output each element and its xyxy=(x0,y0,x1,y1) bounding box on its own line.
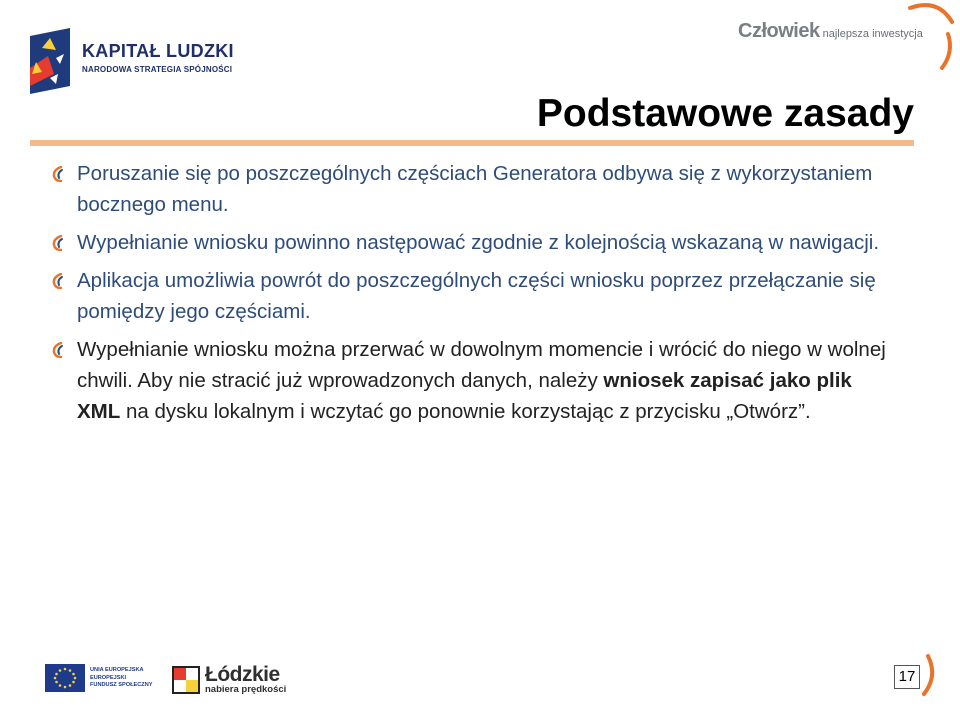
kapital-ludzki-emblem-icon xyxy=(30,28,74,94)
bullet-item xyxy=(45,227,895,258)
decorative-arc-icon xyxy=(880,0,960,80)
page-number: 17 xyxy=(894,665,920,689)
bullet-list xyxy=(45,158,895,434)
bullet-text: Poruszanie się po poszczególnych częściach Generatora odbywa się z wykorzystaniem bocznego menu. xyxy=(77,162,873,216)
slide-title: Podstawowe zasady xyxy=(536,92,914,135)
kapital-ludzki-logo xyxy=(30,28,234,94)
czlowiek-logo-main: Człowiek xyxy=(738,20,820,42)
lodzkie-logo xyxy=(172,662,292,696)
eu-logo xyxy=(45,664,153,694)
bullet-text-part1: Wypełnianie wniosku można przerwać w dowolnym momencie i wrócić do niego w wolnej chwili. Aby nie stracić już wprowadzonych danych, należy xyxy=(77,338,886,392)
bullet-text-bold: wniosek zapisać jako plik XML xyxy=(77,369,852,423)
kl-logo-title: KAPITAŁ LUDZKI xyxy=(82,41,234,61)
eu-logo-text xyxy=(90,667,152,690)
lodzkie-logo-subtitle: nabiera prędkości xyxy=(205,684,287,695)
swirl-bullet-icon xyxy=(51,166,65,182)
swirl-bullet-icon xyxy=(51,342,65,358)
bullet-item xyxy=(45,158,895,220)
bullet-text: Wypełnianie wniosku powinno następować zgodnie z kolejnością wskazaną w nawigacji. xyxy=(77,231,880,254)
eu-logo-line3: FUNDUSZ SPOŁECZNY xyxy=(90,682,153,688)
bullet-text-part2: na dysku lokalnym i wczytać go ponownie korzystając z przycisku „Otwórz”. xyxy=(120,400,811,423)
title-divider xyxy=(30,140,914,146)
bullet-item xyxy=(45,334,895,427)
eu-logo-line2: EUROPEJSKI xyxy=(90,674,127,681)
eu-logo-line1: UNIA EUROPEJSKA xyxy=(90,667,144,673)
czlowiek-logo-sub: najlepsza inwestycja xyxy=(822,28,923,40)
bullet-item xyxy=(45,265,895,327)
lodzkie-mark-icon xyxy=(172,666,200,694)
swirl-bullet-icon xyxy=(51,273,65,289)
kl-logo-subtitle: NARODOWA STRATEGIA SPÓJNOŚCI xyxy=(82,65,233,74)
swirl-bullet-icon xyxy=(51,235,65,251)
eu-flag-icon xyxy=(45,664,85,692)
lodzkie-logo-title: Łódzkie xyxy=(205,663,280,686)
bullet-text: Aplikacja umożliwia powrót do poszczególnych części wniosku poprzez przełączanie się pomiędzy jego częściami. xyxy=(77,269,876,323)
